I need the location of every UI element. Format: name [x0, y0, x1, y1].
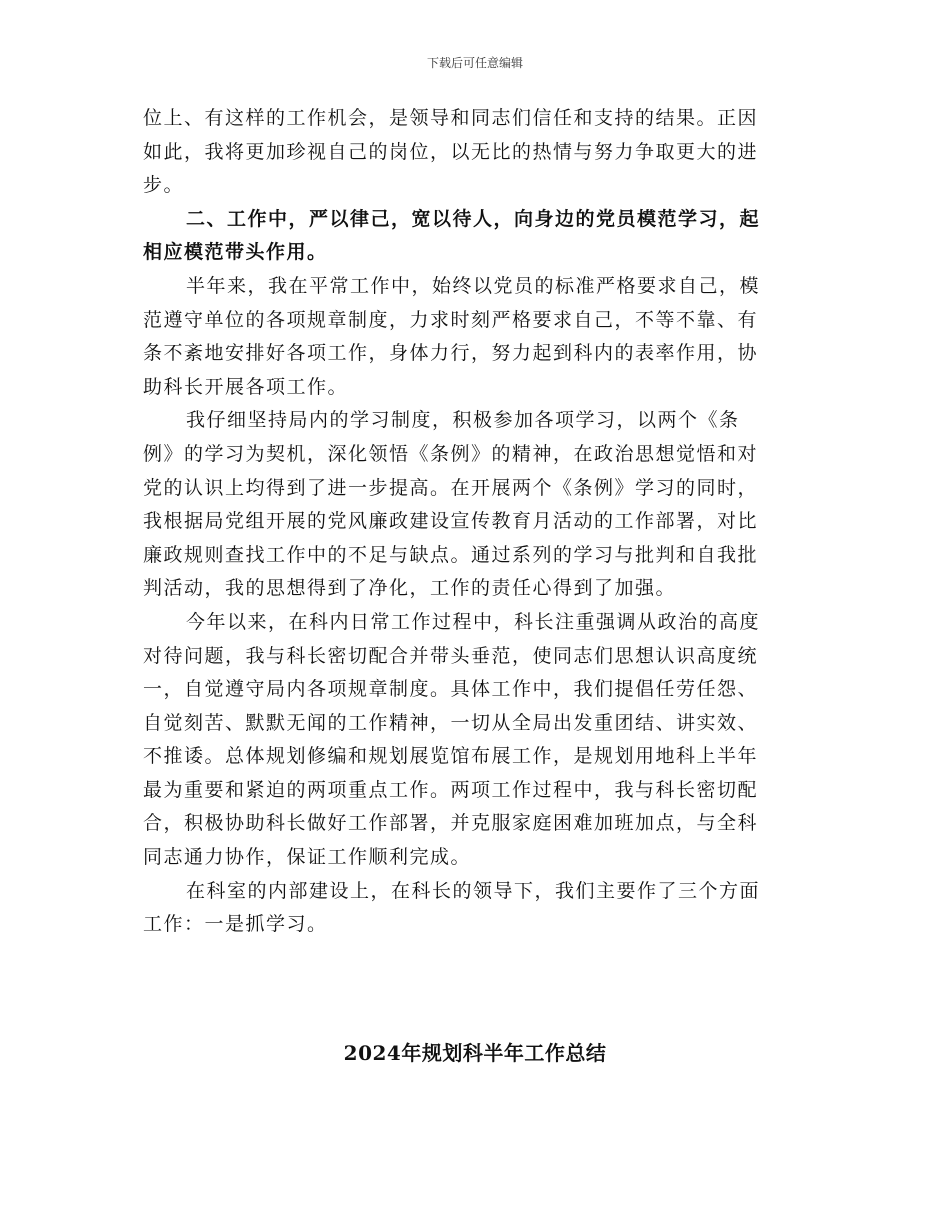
- document-title: 2024年规划科半年工作总结: [343, 1041, 607, 1065]
- paragraph-continuation: 位上、有这样的工作机会，是领导和同志们信任和支持的结果。正因 如此，我将更加珍视自己的岗位，以无比的热情与努力争取更大的进 步。: [143, 107, 759, 197]
- header-note: 下载后可任意编辑: [426, 56, 523, 70]
- paragraph-study: 我仔细坚持局内的学习制度，积极参加各项学习，以两个《条 例》的学习为契机，深化领悟《条例》的精神，在政治思想觉悟和对 党的认识上均得到了进一步提高。在开展两个《条例》学习的同时， 我根据局党组开展的党风廉政建设宣传教育月活动的工作部署，对比 廉政规则查找工作中的不足与缺点。通过系列的学习与批判和自我批 判活动，我的思想得到了净化，工作的责任心得到了加强。: [143, 409, 759, 600]
- paragraph-self-discipline: 半年来，我在平常工作中，始终以党员的标准严格要求自己，模 范遵守单位的各项规章制度，力求时刻严格要求自己，不等不靠、有 条不紊地安排好各项工作，身体力行，努力起到科内的表率作用，协 助科长开展各项工作。: [143, 274, 761, 398]
- paragraph-daily-work: 今年以来，在科内日常工作过程中，科长注重强调从政治的高度 对待问题，我与科长密切配合并带头垂范，使同志们思想认识高度统 一，自觉遵守局内各项规章制度。具体工作中，我们提倡任劳任怨、 自觉刻苦、默默无闻的工作精神，一切从全局出发重团结、讲实效、 不推诿。总体规划修编和规划展览馆布展工作，是规划用地科上半年 最为重要和紧迫的两项重点工作。两项工作过程中，我与科长密切配 合，积极协助科长做好工作部署，并克服家庭困难加班加点，与全科 同志通力协作，保证工作顺利完成。: [143, 610, 761, 869]
- paragraph-internal-building: 在科室的内部建设上，在科长的领导下，我们主要作了三个方面 工作：一是抓学习。: [143, 879, 761, 936]
- body-text: [143, 102, 809, 942]
- section-heading-two: 二、工作中，严以律己，宽以待人，向身边的党员模范学习，起 相应模范带头作用。: [143, 207, 761, 264]
